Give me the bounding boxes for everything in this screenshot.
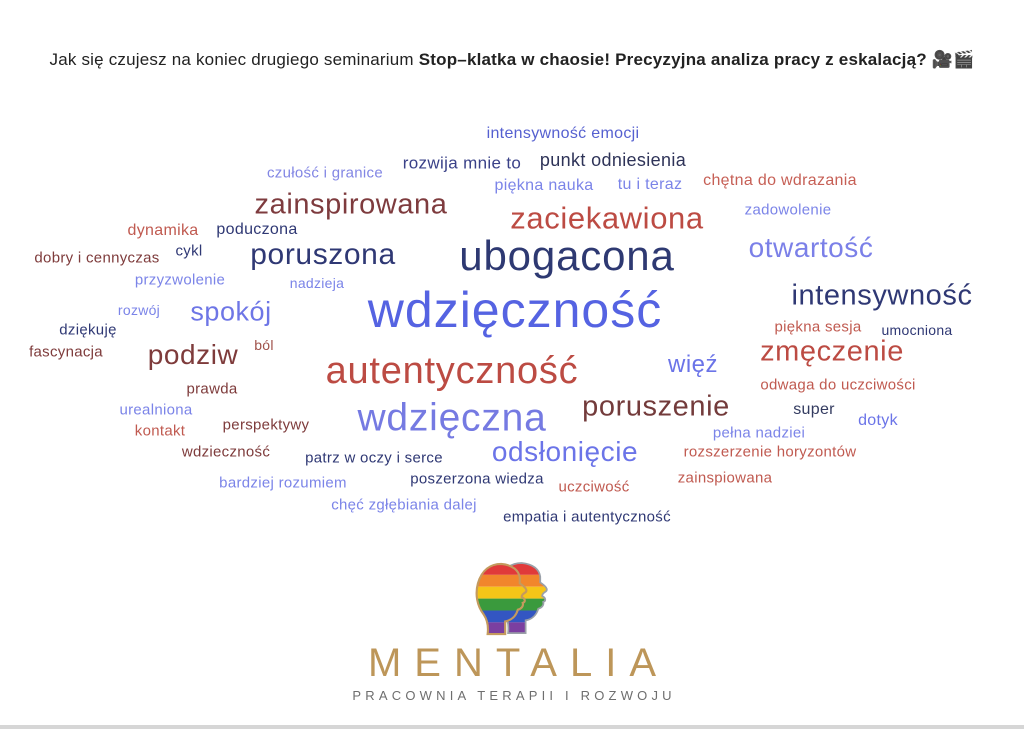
brand-tagline: PRACOWNIA TERAPII I ROZWOJU [352, 688, 676, 703]
cloud-word: podziw [147, 339, 239, 370]
cloud-word: poduczona [216, 221, 298, 238]
question-title-seminar-name: Stop–klatka w chaosie! Precyzyjna analiza pracy z eskalacją? [418, 50, 927, 69]
cloud-word: odsłonięcie [491, 436, 639, 467]
cloud-word: przyzwolenie [134, 271, 226, 289]
cloud-word: empatia i autentyczność [503, 508, 671, 526]
brand-name: MENTALIA [367, 641, 670, 685]
cloud-word: ubogacona [459, 232, 675, 279]
cloud-word: patrz w oczy i serce [305, 449, 443, 467]
cloud-word: czułość i granice [267, 164, 383, 182]
cloud-word: pełna nadziei [712, 424, 806, 442]
cloud-word: rozwój [117, 302, 161, 318]
cloud-word: wdzieczność [181, 443, 271, 461]
cloud-word: tu i teraz [617, 176, 683, 193]
cloud-word: umocniona [881, 322, 953, 338]
mentalia-logo [0, 562, 1024, 703]
cloud-word: rozwija mnie to [402, 153, 522, 173]
movie-camera-clapper-emoji: 🎥🎬 [926, 50, 975, 69]
cloud-word: nadzieja [289, 275, 345, 291]
cloud-word: dotyk [858, 412, 898, 429]
cloud-word: zmęczenie [760, 335, 904, 368]
cloud-word: więź [668, 351, 718, 378]
cloud-word: intensywność emocji [486, 125, 640, 142]
cloud-word: zaciekawiona [510, 200, 704, 236]
cloud-word: urealniona [119, 401, 193, 419]
cloud-word: punkt odniesienia [539, 150, 687, 170]
cloud-word: piękna nauka [494, 177, 594, 194]
cloud-word: chętna do wdrazania [703, 172, 857, 189]
cloud-word: wdzięczność [367, 282, 663, 338]
cloud-word: fascynacja [29, 343, 103, 361]
cloud-word: zadowolenie [744, 201, 832, 219]
cloud-word: spokój [190, 296, 272, 327]
cloud-word: intensywność [791, 279, 973, 312]
cloud-word: wdzięczna [357, 396, 547, 440]
rainbow-heads-icon [453, 562, 571, 636]
cloud-word: perspektywy [222, 416, 310, 434]
cloud-word: rozszerzenie horyzontów [683, 443, 857, 461]
cloud-word: poruszenie [582, 390, 730, 423]
cloud-word: super [793, 401, 835, 418]
cloud-word: kontakt [134, 422, 186, 440]
cloud-word: ból [254, 337, 274, 353]
cloud-word: poszerzona wiedza [410, 470, 544, 488]
cloud-word: dobry i cennyczas [34, 249, 160, 267]
cloud-word: piękna sesja [774, 318, 862, 336]
cloud-word: chęć zgłębiania dalej [331, 496, 477, 514]
cloud-word: zainspirowana [254, 188, 448, 221]
cloud-word: odwaga do uczciwości [760, 376, 916, 394]
cloud-word: prawda [186, 380, 238, 398]
cloud-word: uczciwość [558, 478, 630, 496]
cloud-word: autentyczność [325, 350, 579, 392]
cloud-word: bardziej rozumiem [219, 474, 347, 492]
question-title-prefix: Jak się czujesz na koniec drugiego seminarium [49, 50, 419, 69]
cloud-word: dziękuję [59, 321, 117, 339]
cloud-word: cykl [175, 242, 203, 260]
cloud-word: otwartość [748, 232, 874, 263]
cloud-word: dynamika [127, 222, 199, 239]
cloud-word: poruszona [250, 238, 396, 271]
cloud-word: zainspiowana [677, 469, 773, 487]
